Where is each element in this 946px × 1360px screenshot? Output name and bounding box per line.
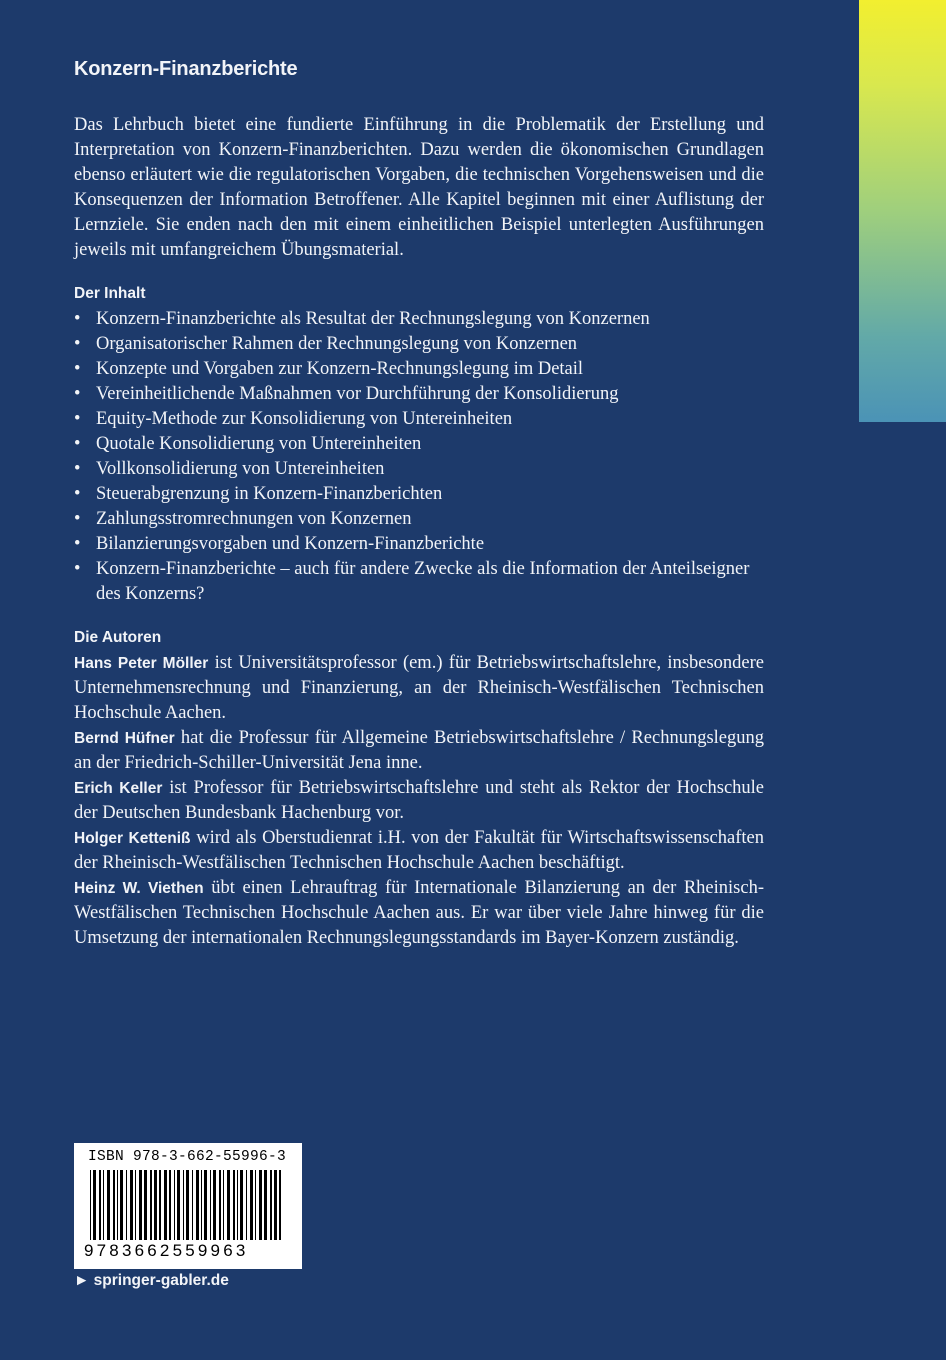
- barcode-bar: [150, 1170, 152, 1240]
- inhalt-item-text: Vollkonsolidierung von Untereinheiten: [96, 459, 385, 479]
- barcode-bar: [139, 1170, 142, 1240]
- barcode-bar: [154, 1170, 157, 1240]
- isbn-label: ISBN 978-3-662-55996-3: [88, 1149, 287, 1165]
- inhalt-item-text: Zahlungsstromrechnungen von Konzernen: [96, 509, 412, 529]
- barcode-bar: [107, 1170, 110, 1240]
- inhalt-item: [74, 457, 764, 482]
- barcode-bar: [201, 1170, 202, 1240]
- bullet-icon: •: [74, 459, 81, 479]
- barcode-bar: [279, 1170, 281, 1240]
- barcode-bar: [270, 1170, 272, 1240]
- author-entry: [74, 776, 764, 826]
- bullet-icon: •: [74, 384, 81, 404]
- inhalt-item-text: Steuerabgrenzung in Konzern-Finanzberichten: [96, 484, 443, 504]
- back-cover-content: [74, 58, 764, 951]
- gradient-stripe: [859, 0, 946, 422]
- barcode-bar: [192, 1170, 193, 1240]
- inhalt-list: [74, 307, 764, 607]
- barcode-bar: [233, 1170, 235, 1240]
- author-name: Bernd Hüfner: [74, 730, 175, 747]
- inhalt-item: [74, 432, 764, 457]
- inhalt-item: [74, 507, 764, 532]
- barcode-bar: [93, 1170, 96, 1240]
- barcode-bar: [117, 1170, 118, 1240]
- bullet-icon: •: [74, 484, 81, 504]
- barcode-bar: [113, 1170, 115, 1240]
- barcode-bar: [227, 1170, 230, 1240]
- inhalt-item-text: Bilanzierungsvorgaben und Konzern-Finanzberichte: [96, 534, 485, 554]
- barcode-bar: [255, 1170, 256, 1240]
- barcode-bar: [103, 1170, 104, 1240]
- author-entry: [74, 876, 764, 951]
- inhalt-item: [74, 482, 764, 507]
- book-title: Konzern-Finanzberichte: [74, 58, 298, 80]
- barcode-bar: [240, 1170, 243, 1240]
- barcode-bar: [237, 1170, 238, 1240]
- inhalt-item-text: Vereinheitlichende Maßnahmen vor Durchführung der Konsolidierung: [96, 384, 619, 404]
- barcode-bar: [174, 1170, 175, 1240]
- barcode-bar: [177, 1170, 180, 1240]
- inhalt-item: [74, 557, 764, 607]
- barcode-bar: [219, 1170, 221, 1240]
- publisher-link[interactable]: ► springer-gabler.de: [74, 1272, 229, 1289]
- barcode-bar: [246, 1170, 247, 1240]
- author-bio: ist Professor für Betriebswirtschaftslehre und steht als Rektor der Hochschule der Deutschen Bundesbank Hachenburg vor.: [74, 778, 765, 823]
- bullet-icon: •: [74, 359, 81, 379]
- barcode-bar: [210, 1170, 211, 1240]
- author-bio: ist Universitätsprofessor (em.) für Betriebswirtschaftslehre, insbesondere Unternehmensrechnung und Finanzierung, an der Rheinisch-Westfälischen Technischen Hochschule Aachen.: [74, 653, 764, 723]
- autoren-heading: Die Autoren: [74, 629, 162, 646]
- inhalt-item-text: Equity-Methode zur Konsolidierung von Untereinheiten: [96, 409, 513, 429]
- barcode-bar: [99, 1170, 101, 1240]
- barcode-bar: [274, 1170, 277, 1240]
- barcode-bar: [130, 1170, 133, 1240]
- barcode-bar: [126, 1170, 127, 1240]
- barcode: [74, 1143, 302, 1269]
- barcode-bar: [259, 1170, 262, 1240]
- author-entry: [74, 826, 764, 876]
- author-name: Heinz W. Viethen: [74, 880, 204, 897]
- barcode-bar: [196, 1170, 199, 1240]
- barcode-bar: [135, 1170, 136, 1240]
- intro-paragraph: Das Lehrbuch bietet eine fundierte Einführung in die Problematik der Erstellung und Interpretation von Konzern-Finanzberichten. Dazu werden die ökonomischen Grundlagen ebenso erläutert wie die regulatorischen Vorgaben, die technischen Vorgehensweisen und die Konsequenzen der Information Betroffener. Alle Kapitel beginnen mit einer Auflistung der Lernziele. Sie enden nach den mit einem einheitlichen Beispiel unterlegten Ausführungen jeweils mit umfangreichem Übungsmaterial.: [74, 115, 764, 260]
- inhalt-item: [74, 407, 764, 432]
- barcode-bar: [159, 1170, 161, 1240]
- bullet-icon: •: [74, 509, 81, 529]
- inhalt-item: [74, 532, 764, 557]
- barcode-bars: [88, 1170, 288, 1240]
- inhalt-item-text: Konzern-Finanzberichte als Resultat der Rechnungslegung von Konzernen: [96, 309, 650, 329]
- inhalt-item: [74, 357, 764, 382]
- inhalt-item: [74, 382, 764, 407]
- inhalt-item-text: Quotale Konsolidierung von Untereinheiten: [96, 434, 422, 454]
- barcode-bar: [264, 1170, 267, 1240]
- barcode-bar: [250, 1170, 253, 1240]
- barcode-bar: [169, 1170, 171, 1240]
- bullet-icon: •: [74, 559, 81, 579]
- bullet-icon: •: [74, 409, 81, 429]
- author-name: Erich Keller: [74, 780, 163, 797]
- bullet-icon: •: [74, 434, 81, 454]
- inhalt-item: [74, 307, 764, 332]
- author-bio: hat die Professur für Allgemeine Betriebswirtschaftslehre / Rechnungslegung an der Friedrich-Schiller-Universität Jena inne.: [74, 728, 764, 773]
- barcode-bar: [164, 1170, 167, 1240]
- barcode-bar: [204, 1170, 207, 1240]
- barcode-bar: [90, 1170, 91, 1240]
- bullet-icon: •: [74, 334, 81, 354]
- bullet-icon: •: [74, 534, 81, 554]
- author-name: Holger Ketteniß: [74, 830, 191, 847]
- author-bio: wird als Oberstudienrat i.H. von der Fakultät für Wirtschaftswissenschaften der Rheinisch-Westfälischen Technischen Hochschule Aachen beschäftigt.: [74, 828, 764, 873]
- bullet-icon: •: [74, 309, 81, 329]
- author-bio: übt einen Lehrauftrag für Internationale Bilanzierung an der Rheinisch-Westfälischen Technischen Hochschule Aachen aus. Er war über viele Jahre hinweg für die Umsetzung der internationalen Rechnungslegungsstandards im Bayer-Konzern zuständig.: [74, 878, 764, 948]
- barcode-bar: [144, 1170, 147, 1240]
- inhalt-heading: Der Inhalt: [74, 285, 146, 302]
- barcode-bar: [213, 1170, 216, 1240]
- inhalt-item-text: Organisatorischer Rahmen der Rechnungslegung von Konzernen: [96, 334, 578, 354]
- ean-digits: 9783662559963: [84, 1241, 249, 1260]
- inhalt-item-text: Konzern-Finanzberichte – auch für andere Zwecke als die Information der Anteilseigner des Konzerns?: [96, 559, 750, 604]
- barcode-bar: [183, 1170, 184, 1240]
- barcode-bar: [223, 1170, 224, 1240]
- barcode-bar: [120, 1170, 123, 1240]
- author-entry: [74, 651, 764, 726]
- author-entry: [74, 726, 764, 776]
- inhalt-item: [74, 332, 764, 357]
- barcode-bar: [186, 1170, 189, 1240]
- autoren-list: [74, 651, 764, 951]
- author-name: Hans Peter Möller: [74, 655, 209, 672]
- inhalt-item-text: Konzepte und Vorgaben zur Konzern-Rechnungslegung im Detail: [96, 359, 584, 379]
